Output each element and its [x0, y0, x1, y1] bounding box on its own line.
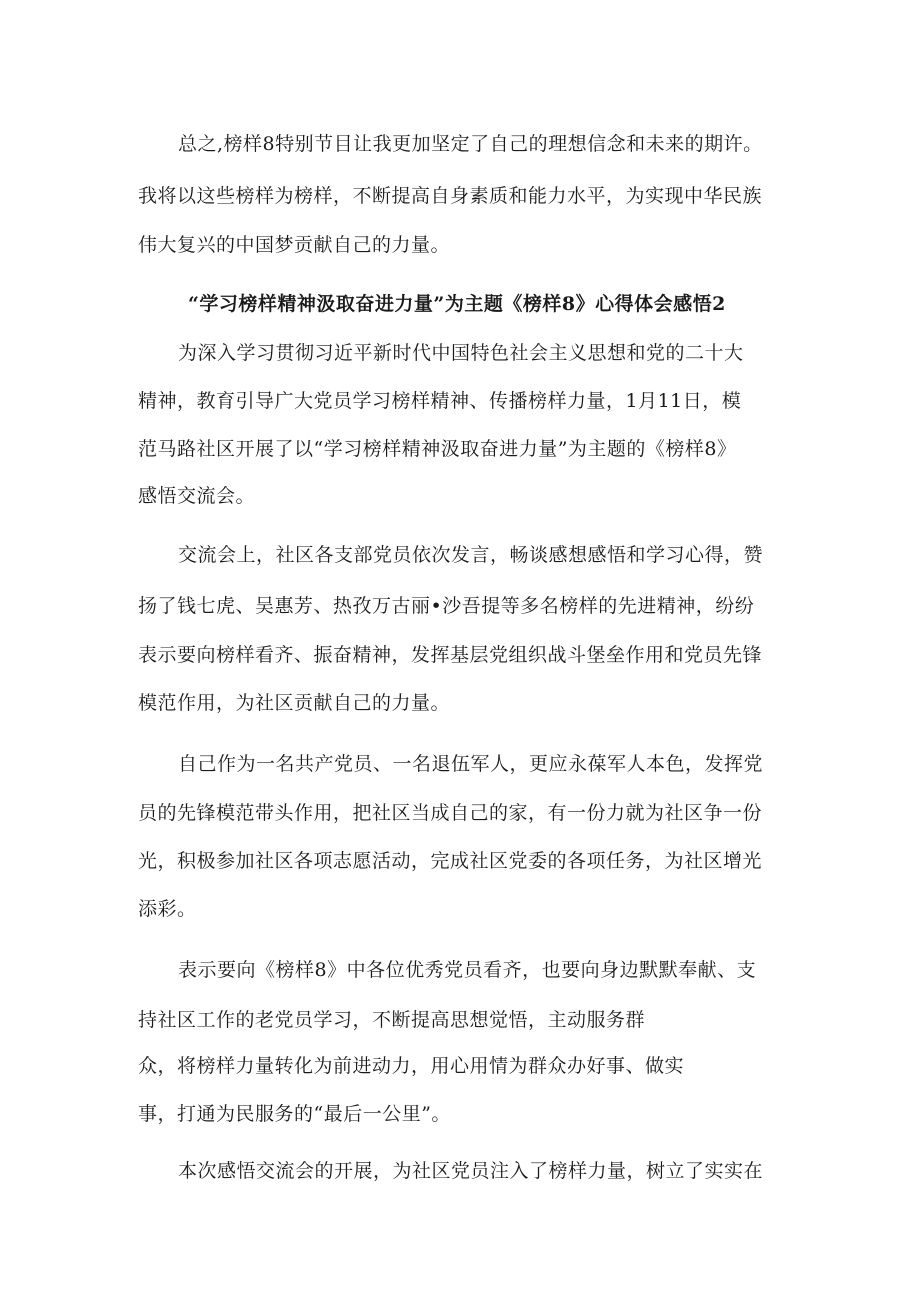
paragraph-4-line-4: 添彩。 [138, 898, 197, 920]
paragraph-1-line-1: 总之,榜样8特别节目让我更加坚定了自己的理想信念和未来的期许。 [178, 133, 763, 155]
paragraph-4-line-1: 自己作为一名共产党员、一名退伍军人，更应永葆军人本色，发挥党 [178, 753, 764, 775]
paragraph-4-line-2: 员的先锋模范带头作用，把社区当成自己的家，有一份力就为社区争一份 [138, 802, 763, 824]
paragraph-5-line-1: 表示要向《榜样8》中各位优秀党员看齐，也要向身边默默奉献、支 [178, 959, 757, 981]
paragraph-3-line-1: 交流会上，社区各支部党员依次发言，畅谈感想感悟和学习心得，赞 [178, 544, 764, 566]
paragraph-3-line-4: 模范作用，为社区贡献自己的力量。 [138, 692, 451, 714]
paragraph-2-line-2: 精神，教育引导广大党员学习榜样精神、传播榜样力量，1月11日，模 [138, 390, 742, 412]
paragraph-2-line-4: 感悟交流会。 [138, 485, 256, 507]
paragraph-1-line-3: 伟大复兴的中国梦贡献自己的力量。 [138, 234, 451, 256]
paragraph-3-line-2: 扬了钱七虎、吴惠芳、热孜万古丽•沙吾提等多名榜样的先进精神，纷纷 [138, 595, 755, 617]
paragraph-3-line-3: 表示要向榜样看齐、振奋精神，发挥基层党组织战斗堡垒作用和党员先锋 [138, 644, 763, 666]
paragraph-2-line-3: 范马路社区开展了以“学习榜样精神汲取奋进力量”为主题的《榜样8》 [138, 438, 737, 460]
paragraph-2-line-1: 为深入学习贯彻习近平新时代中国特色社会主义思想和党的二十大 [178, 342, 744, 364]
paragraph-6-line-1: 本次感悟交流会的开展，为社区党员注入了榜样力量，树立了实实在 [178, 1160, 764, 1182]
paragraph-5-line-4: 事，打通为民服务的“最后一公里”。 [138, 1103, 451, 1125]
paragraph-5-line-3: 众，将榜样力量转化为前进动力，用心用情为群众办好事、做实 [138, 1055, 685, 1077]
paragraph-5-line-2: 持社区工作的老党员学习，不断提高思想觉悟，主动服务群 [138, 1009, 646, 1031]
paragraph-1-line-2: 我将以这些榜样为榜样，不断提高自身素质和能力水平，为实现中华民族 [138, 185, 763, 207]
paragraph-4-line-3: 光，积极参加社区各项志愿活动，完成社区党委的各项任务，为社区增光 [138, 850, 763, 872]
section-heading: “学习榜样精神汲取奋进力量”为主题《榜样8》心得体会感悟2 [188, 293, 726, 315]
